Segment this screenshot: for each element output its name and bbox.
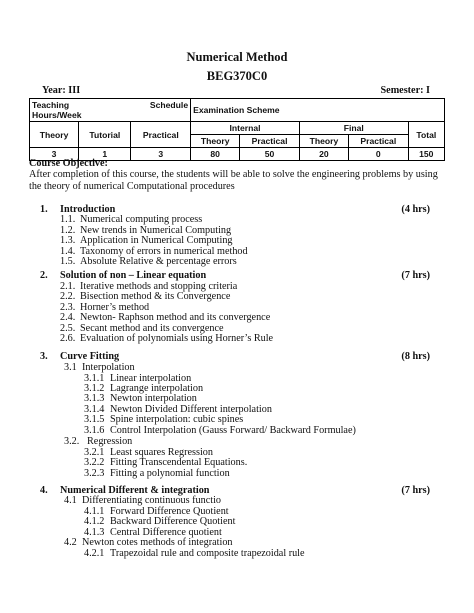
topic-item: Regression [87,436,133,447]
item-number: 4.2.1 [84,548,105,559]
item-number: 3.2.2 [84,457,105,468]
final-header: Final [299,122,408,135]
internal-practical-header: Practical [240,135,300,148]
topic-item: Lagrange interpolation [110,383,204,394]
topic-item: Forward Difference Quotient [110,506,229,517]
item-number: 3.1 [64,362,77,373]
item-number: 4.1 [64,495,77,506]
topic-item: Application in Numerical Computing [80,235,233,246]
item-number: 4.1.2 [84,516,105,527]
topic-item: Trapezoidal rule and composite trapezoidal rule [110,548,305,559]
item-number: 2.3. [60,302,76,313]
topic-item: New trends in Numerical Computing [80,225,232,236]
topic-item: Least squares Regression [110,447,213,458]
item-number: 4.2 [64,537,77,548]
item-number: 1.1. [60,214,76,225]
examination-scheme-header: Examination Scheme [191,99,445,122]
practical-header: Practical [131,122,191,148]
course-title: Numerical Method [186,50,288,64]
item-number: 2. [40,270,48,281]
item-number: 2.5. [60,323,76,334]
item-number: 4.1.3 [84,527,105,538]
topic-item: Interpolation [82,362,135,373]
topic-item: Iterative methods and stopping criteria [80,281,238,292]
item-number: 3.1.2 [84,383,105,394]
objective-heading: Course Objective: [29,158,108,169]
practical-hours: 3 [131,148,191,161]
final-practical-header: Practical [348,135,408,148]
unit-heading: Introduction [60,204,116,215]
item-number: 2.6. [60,333,76,344]
topic-item: Fitting Transcendental Equations. [110,457,248,468]
item-number: 2.4. [60,312,76,323]
item-number: 1. [40,204,48,215]
item-number: 3.2.3 [84,468,105,479]
theory-header: Theory [30,122,79,148]
internal-practical-marks: 50 [240,148,300,161]
tutorial-header: Tutorial [79,122,131,148]
item-number: 3.1.6 [84,425,105,436]
item-number: 3. [40,351,48,362]
item-number: 2.1. [60,281,76,292]
final-theory-header: Theory [299,135,348,148]
topic-item: Newton- Raphson method and its convergence [80,312,271,323]
item-number: 1.2. [60,225,76,236]
topic-item: Fitting a polynomial function [110,468,230,479]
topic-item: Newton cotes methods of integration [82,537,233,548]
item-number: 3.1.3 [84,393,105,404]
total-header: Total [408,122,444,148]
item-number: 2.2. [60,291,76,302]
theory-hours: 3 [30,148,79,161]
topic-item: Newton Divided Different interpolation [110,404,272,415]
item-number: 1.3. [60,235,76,246]
internal-header: Internal [191,122,300,135]
topic-item: Central Difference quotient [110,527,222,538]
internal-theory-header: Theory [191,135,240,148]
topic-item: Taxonomy of errors in numerical method [80,246,248,257]
topic-item: Linear interpolation [110,373,192,384]
item-number: 3.2. [64,436,80,447]
tutorial-hours: 1 [79,148,131,161]
item-number: 3.2.1 [84,447,105,458]
unit-heading: Numerical Different & integration [60,485,210,496]
teaching-label: Teaching [32,100,70,110]
topic-item: Secant method and its convergence [80,323,224,334]
total-marks: 150 [408,148,444,161]
unit-heading: Curve Fitting [60,351,120,362]
year-label: Year: III [42,85,81,96]
topic-item: Numerical computing process [80,214,203,225]
item-number: 4. [40,485,48,496]
topic-item: Spine interpolation: cubic spines [110,414,244,425]
unit-hours: (8 hrs) [401,351,430,362]
semester-label: Semester: I [380,85,430,96]
unit-heading: Solution of non – Linear equation [60,270,207,281]
topic-item: Backward Difference Quotient [110,516,236,527]
topic-item: Control Interpolation (Gauss Forward/ Backward Formulae) [110,425,356,436]
topic-item: Newton interpolation [110,393,197,404]
schedule-label: Schedule [149,100,189,110]
hours-week-label: Hours/Week [32,110,82,120]
topic-item: Bisection method & its Convergence [80,291,231,302]
topic-item: Absolute Relative & percentage errors [80,256,237,267]
item-number: 4.1.1 [84,506,105,517]
unit-hours: (7 hrs) [401,270,430,281]
topic-item: Evaluation of polynomials using Horner’s Rule [80,333,274,344]
internal-theory-marks: 80 [191,148,240,161]
final-theory-marks: 20 [299,148,348,161]
unit-hours: (4 hrs) [401,204,430,215]
course-code: BEG370C0 [206,69,268,83]
topic-item: Horner’s method [80,302,150,313]
item-number: 1.4. [60,246,76,257]
item-number: 3.1.5 [84,414,105,425]
item-number: 3.1.4 [84,404,105,415]
final-practical-marks: 0 [348,148,408,161]
objective-text: After completion of this course, the students will be able to solve the engineering problems by using the theory of numerical Computational procedures [29,169,438,193]
item-number: 1.5. [60,256,76,267]
item-number: 3.1.1 [84,373,105,384]
topic-item: Differentiating continuous functio [82,495,222,506]
unit-hours: (7 hrs) [401,485,430,496]
